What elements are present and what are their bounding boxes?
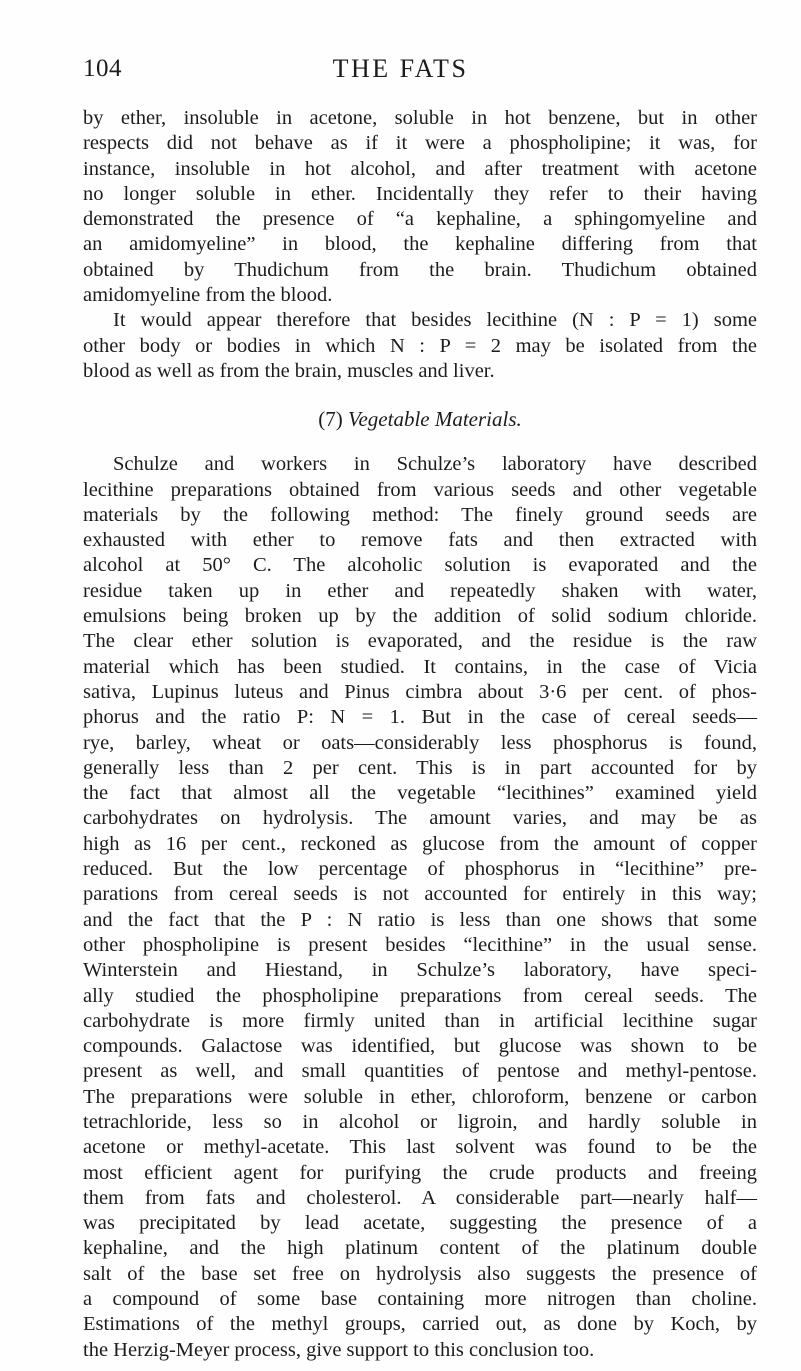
text-line: no longer soluble in ether. Incidentally they refer to their having	[83, 182, 757, 205]
text-line: demonstrated the presence of “a kephaline, a sphingomyeline and	[83, 208, 757, 231]
text-line: other body or bodies in which N : P = 2 may be isolated from the	[83, 334, 757, 357]
text-line: The clear ether solution is evaporated, and the residue is the raw	[83, 630, 757, 653]
text-line: an amidomyeline” in blood, the kephaline differing from that	[83, 233, 757, 256]
running-head: THE FATS	[332, 54, 469, 83]
text-line: the Herzig-Meyer process, give support to this conclusion too.	[83, 1338, 595, 1361]
text-line: exhausted with ether to remove fats and then extracted with	[83, 529, 757, 552]
text-line: Estimations of the methyl groups, carried out, as done by Koch, by	[83, 1313, 757, 1336]
text-line: phorus and the ratio P: N = 1. But in the case of cereal seeds—	[83, 706, 757, 729]
text-line: respects did not behave as if it were a phospholipine; it was, for	[83, 132, 757, 155]
paragraph-ether-solubility	[83, 106, 757, 308]
text-line: emulsions being broken up by the addition of solid sodium chloride.	[83, 605, 757, 628]
text-line: the fact that almost all the vegetable “lecithines” examined yield	[83, 782, 757, 805]
paragraph-vegetable-materials	[83, 452, 757, 1363]
text-line: high as 16 per cent., reckoned as glucose from the amount of copper	[83, 832, 757, 855]
section-heading	[83, 406, 757, 432]
text-line: carbohydrates on hydrolysis. The amount varies, and may be as	[83, 807, 757, 830]
section-number: (7)	[318, 407, 343, 432]
text-line: parations from cereal seeds is not accounted for entirely in this way;	[83, 883, 757, 906]
paragraph-lecithine-ratio	[83, 308, 757, 384]
text-line: materials by the following method: The finely ground seeds are	[83, 503, 757, 526]
page-number: 104	[83, 55, 122, 82]
text-line: kephaline, and the high platinum content of the platinum double	[83, 1237, 757, 1260]
text-line: sativa, Lupinus luteus and Pinus cimbra about 3·6 per cent. of phos-	[83, 680, 757, 703]
body-text	[83, 106, 757, 1363]
text-line: residue taken up in ether and repeatedly shaken with water,	[83, 579, 757, 602]
text-line: lecithine preparations obtained from various seeds and other vegetable	[83, 478, 757, 501]
text-line: Schulze and workers in Schulze’s laboratory have described	[113, 453, 757, 476]
text-line: ally studied the phospholipine preparations from cereal seeds. The	[83, 984, 757, 1007]
text-line: by ether, insoluble in acetone, soluble in hot benzene, but in other	[83, 107, 757, 129]
text-line: rye, barley, wheat or oats—considerably less phosphorus is found,	[83, 731, 757, 754]
text-line: most efficient agent for purifying the crude products and freeing	[83, 1161, 757, 1184]
text-line: other phospholipine is present besides “lecithine” in the usual sense.	[83, 933, 757, 956]
text-line: generally less than 2 per cent. This is in part accounted for by	[83, 756, 757, 779]
text-line: reduced. But the low percentage of phosphorus in “lecithine” pre-	[83, 858, 757, 881]
text-line: The preparations were soluble in ether, chloroform, benzene or carbon	[83, 1085, 757, 1108]
text-line: them from fats and cholesterol. A considerable part—nearly half—	[83, 1186, 757, 1209]
text-line: a compound of some base containing more nitrogen than choline.	[83, 1288, 757, 1311]
text-line: was precipitated by lead acetate, suggesting the presence of a	[83, 1212, 757, 1235]
text-line: amidomyeline from the blood.	[83, 284, 333, 307]
text-line: blood as well as from the brain, muscles and liver.	[83, 359, 495, 382]
text-line: tetrachloride, less so in alcohol or ligroin, and hardly soluble in	[83, 1110, 757, 1133]
text-line: acetone or methyl-acetate. This last solvent was found to be the	[83, 1136, 757, 1159]
text-line: alcohol at 50° C. The alcoholic solution is evaporated and the	[83, 554, 757, 577]
section-title: Vegetable Materials.	[347, 407, 522, 432]
text-line: present as well, and small quantities of pentose and methyl-pentose.	[83, 1060, 757, 1083]
text-line: obtained by Thudichum from the brain. Thudichum obtained	[83, 258, 757, 281]
text-line: carbohydrate is more firmly united than in artificial lecithine sugar	[83, 1009, 757, 1032]
text-line: compounds. Galactose was identified, but glucose was shown to be	[83, 1035, 757, 1058]
text-line: and the fact that the P : N ratio is less than one shows that some	[83, 908, 757, 931]
text-line: Winterstein and Hiestand, in Schulze’s laboratory, have speci-	[83, 959, 757, 982]
text-line: salt of the base set free on hydrolysis also suggests the presence of	[83, 1262, 757, 1285]
text-line: instance, insoluble in hot alcohol, and after treatment with acetone	[83, 157, 757, 180]
text-line: It would appear therefore that besides lecithine (N : P = 1) some	[113, 309, 757, 332]
text-line: material which has been studied. It contains, in the case of Vicia	[83, 655, 757, 678]
